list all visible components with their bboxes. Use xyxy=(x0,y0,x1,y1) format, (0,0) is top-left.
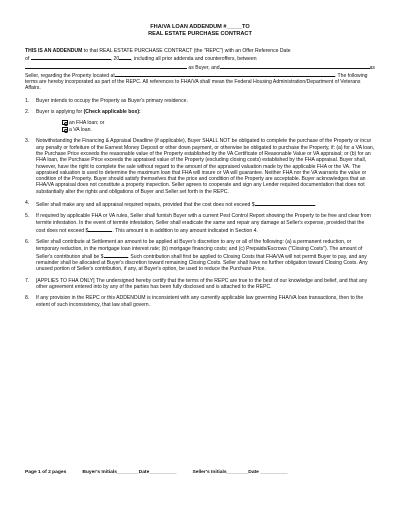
item-number: 8. xyxy=(25,295,30,302)
property-address-field[interactable] xyxy=(115,71,335,77)
item-text-tail: . This amount is in addition to any amount indicated in Section 4. xyxy=(112,227,258,234)
offer-date-field[interactable] xyxy=(31,54,111,60)
intro-text-2: of xyxy=(25,56,31,63)
item-number: 5. xyxy=(25,213,30,220)
intro-text-3: , 20 xyxy=(110,56,120,63)
item-text-tail: . xyxy=(314,202,317,209)
title-line-1: FHA/VA LOAN ADDENDUM #_____TO xyxy=(150,24,250,30)
page-footer xyxy=(25,470,375,475)
item-text: Seller shall make any and all appraisal required repairs, provided that the cost does not exceed $ xyxy=(36,202,255,209)
fha-option-label: an FHA loan; or xyxy=(69,119,105,126)
list-item xyxy=(25,109,375,133)
item-number: 6. xyxy=(25,239,30,246)
item-text-bold: (Check applicable box): xyxy=(83,109,141,116)
buyer-name-field[interactable] xyxy=(25,63,187,69)
list-item xyxy=(25,98,375,104)
intro-text-1: to that REAL ESTATE PURCHASE CONTRACT (the "REPC") with an Offer Reference Date xyxy=(82,48,291,54)
item-text: If any provision in the REPC or this ADDENDUM is inconsistent with any currently applicable law governing FHA/VA loan transactions, then to the extent of such inconsistency, that law shall govern. xyxy=(36,295,364,308)
item-number: 2. xyxy=(25,109,30,116)
intro-text-8: . The following terms are hereby incorporated as part of the REPC. All references to FHA/VA shall mean the Federal Housing Administration/Department of Veterans Affairs. xyxy=(25,72,368,92)
va-option[interactable] xyxy=(62,126,375,133)
document-title xyxy=(25,24,375,38)
pest-amount-field[interactable] xyxy=(88,226,112,232)
item-text-tail: . Such contribution shall first be applied to Closing Costs that FHA/VA will not permit Buyer to pay, and any remainder shall be allocated at Buyer's discretion toward remaining Closing Costs. Seller shall have no further obligation toward Closing Costs. Any unused portion of Seller's contribution, if any, at Buyer's option, be used to reduce the Purchase Price. xyxy=(36,253,368,273)
list-item xyxy=(25,295,375,308)
offer-year-field[interactable] xyxy=(119,54,131,60)
seller-contribution-field[interactable] xyxy=(104,252,128,258)
item-text: Buyer is applying for xyxy=(36,109,84,116)
item-number: 4. xyxy=(25,200,30,207)
checkbox-icon[interactable] xyxy=(62,127,68,132)
intro-text-5: as Buyer, and xyxy=(187,64,220,71)
item-number: 1. xyxy=(25,97,30,104)
list-item xyxy=(25,278,375,291)
intro-text-4: , including all prior addenda and counteroffers, between xyxy=(131,56,257,63)
addendum-items xyxy=(25,98,375,308)
repair-amount-field[interactable] xyxy=(255,200,317,209)
va-option-label: a VA loan. xyxy=(69,126,92,133)
loan-type-options xyxy=(62,119,375,133)
item-number: 7. xyxy=(25,277,30,284)
list-item xyxy=(25,239,375,272)
list-item xyxy=(25,213,375,234)
intro-text-7: Seller, regarding the Property located at xyxy=(25,72,115,79)
intro-paragraph xyxy=(25,48,375,92)
buyer-initials-field[interactable]: Buyer's Initials________Date__________ xyxy=(82,470,177,475)
intro-lead: THIS IS AN ADDENDUM xyxy=(25,48,83,54)
checkbox-icon[interactable] xyxy=(62,120,68,125)
item-number: 3. xyxy=(25,138,30,145)
seller-name-field[interactable] xyxy=(220,63,370,69)
page-number: Page 1 of 2 pages xyxy=(25,470,67,475)
item-text: Seller shall contribute at Settlement an amount to be applied at Buyer's discretion to any or all of the following: (a) a permanent reduction, or temporary reduction, in the mortgage loan interest rate; (b) mortgage financing costs; and (c) Prepaids/Escrows ("Closing Costs"). The amount of Seller's contribution shall be $ xyxy=(36,239,363,260)
item-text: Buyer intends to occupy the Property as Buyer's primary residence. xyxy=(36,97,188,104)
item-text: If required by applicable FHA or VA rules, Seller shall furnish Buyer with a current Pest Control Report showing the Property to be free and clear from termite infestation. In the event of termite infestation, Seller shall eradicate the same and repair any damage at Seller's expense, provided that the cost does not exceed $ xyxy=(36,213,371,234)
fha-option[interactable] xyxy=(62,119,375,126)
item-text: Notwithstanding the Financing & Appraisal Deadline (if applicable), Buyer SHALL NOT be obligated to complete the purchase of the Property or incur any penalty or forfeiture of the Earnest Money Deposit or other down payment, or otherwise be obligated to purchase the Property, if: (a) for a VA loan, the Purchase Price exceeds the reasonable value of the Property established by the VA Certificate of Reasonable Value or VA appraisal; or (b) for an FHA loan, the Purchase Price exceeds the appraised value of the Property (excluding closing costs) established by the FHA appraisal. Buyer shall, however, have the right to complete the sale without regard to the amount of the appraised valuation made by the applicable FHA or the VA. The appraised valuation is used to determine the maximum loan that FHA will insure or VA will guarantee. Neither FHA nor the VA warrants the value or condition of the Property. Buyer should satisfy themselves that the price and condition of the Property are acceptable. Buyer acknowledges that an FHA/VA appraisal does not constitute a property inspection. Seller agrees to cooperate and sign any Lender required documentation that does not substantially alter the rights and obligations of Buyer and Seller set forth in the REPC. xyxy=(36,138,375,195)
title-line-2: REAL ESTATE PURCHASE CONTRACT xyxy=(148,31,252,37)
list-item xyxy=(25,200,375,208)
intro-text-6: as xyxy=(369,64,375,71)
list-item xyxy=(25,138,375,195)
seller-initials-field[interactable]: Seller's Initials________Date __________ xyxy=(192,470,288,475)
item-text: [APPLIES TO FHA ONLY] The undersigned hereby certify that the terms of the REPC are true to the best of our knowledge and belief, and that any other agreement entered into by any of the parties has been fully disclosed and is attached to the REPC. xyxy=(36,277,368,291)
